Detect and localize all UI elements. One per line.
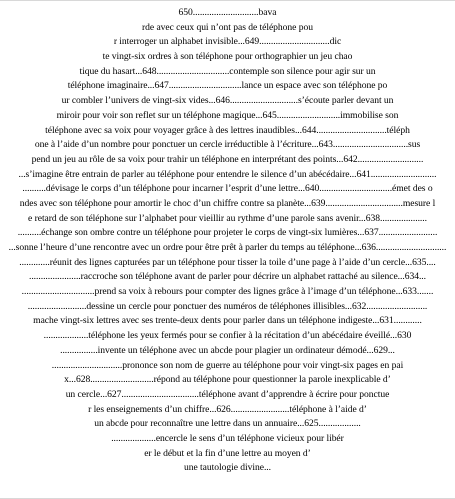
poem-line: une tautologie divine... [184,462,271,474]
poem-line: .........................dessine un cercle pour ponctuer des numéros de téléphones illisibles...632.......................... [27,300,428,312]
poem-line: 650............................bava [178,7,277,18]
poem-line: ndes avec son téléphone pour amortir le choc d’un chiffre contre sa planète...639.................................mesure l [19,197,436,209]
poem-line: tique du hasart...648...............................contemple son silence pour agir sur un [79,65,376,77]
poem-line: téléphone avec sa voix pour voyager grâce à des lettres inaudibles...644..............................téléph [45,124,410,136]
poem-line: ur combler l’univers de vingt-six vides...646.............................s’écoute parler devant un [61,95,394,107]
poem-line: r interroger un alphabet invisible...649..............................dic [113,36,342,48]
poem-line: ..........dévisage le corps d’un téléphone pour incarner l’esprit d’une lettre...640...............................émet des o [22,183,433,195]
poem-line: miroir pour voir son reflet sur un téléphone magique...645...........................immobilise son [56,109,399,121]
poem-line: .............réunit des lignes capturées par un téléphone pour tisser la toile d’une page à l’aide d’un cercle...635.... [19,256,436,268]
poem-line: one à l’aide d’un nombre pour ponctuer un cercle irréductible à l’écriture...643................................sus [34,139,421,151]
poem-line: ...sonne l’heure d’une rencontre avec un ordre pour être prêt à parler du temps au téléphone...636.............................. [8,242,447,253]
poem-line: r les enseignements d’un chiffre...626.........................téléphone à l’aide d’ [88,403,367,415]
poem-line: x...628...........................répond au téléphone pour questionner la parole inexplicable d’ [64,374,391,386]
poem-line: téléphone imaginaire...647...............................lance un espace avec son téléphone po [67,80,388,92]
poem-line: un abcde pour reconnaître une lettre dans un annuaire...625.................. [94,418,361,430]
poem-line: mache vingt-six lettres avec ses trente-deux dents pour parler dans un téléphone indigeste...631............ [33,315,422,327]
poem-line: ...................encercle le sens d’un téléphone vicieux pour libér [111,432,344,444]
poem-line: e retard de son téléphone sur l’alphabet pour vieillir au rythme d’une parole sans avenir...638.................... [28,212,427,224]
poem-line: ..........échange son ombre contre un téléphone pour projeter le corps de vingt-six lumières...637......................... [17,227,438,239]
poem-line: ......................raccroche son téléphone avant de parler pour décrire un alphabet rattaché au silence...634... [28,271,427,283]
poem-line: er le début et la fin d’une lettre au moyen d’ [144,447,311,459]
poem-line: rde avec ceux qui n’ont pas de téléphone pou [142,21,313,33]
poem-line: ................invente un téléphone avec un abcde pour plagier un ordinateur démodé...629... [60,344,395,356]
poem-text-block [0,6,455,476]
poem-line: pend un jeu au rôle de sa voix pour trahir un téléphone en interprétant des points...642............................ [31,153,424,165]
poem-line: un cercle...627.................................téléphone avant d’apprendre à écrire pour ponctue [65,388,390,400]
poem-line: ...................téléphone les yeux fermés pour se confier à la récitation d’un abécédaire éveillé...630 [43,330,412,342]
poem-line: te vingt-six ordres à son téléphone pour orthographier un jeu chao [102,51,353,63]
poem-line: ...............................prend sa voix à rebours pour compter des lignes grâce à l’image d’un téléphone...633....... [21,286,434,298]
poem-line: ..............................prononce son nom de guerre au téléphone pour voir vingt-six pages en pai [51,359,404,371]
poem-line: ...s’imagine être entrain de parler au téléphone pour entendre le silence d’un abécédaire...641............................ [18,168,437,180]
